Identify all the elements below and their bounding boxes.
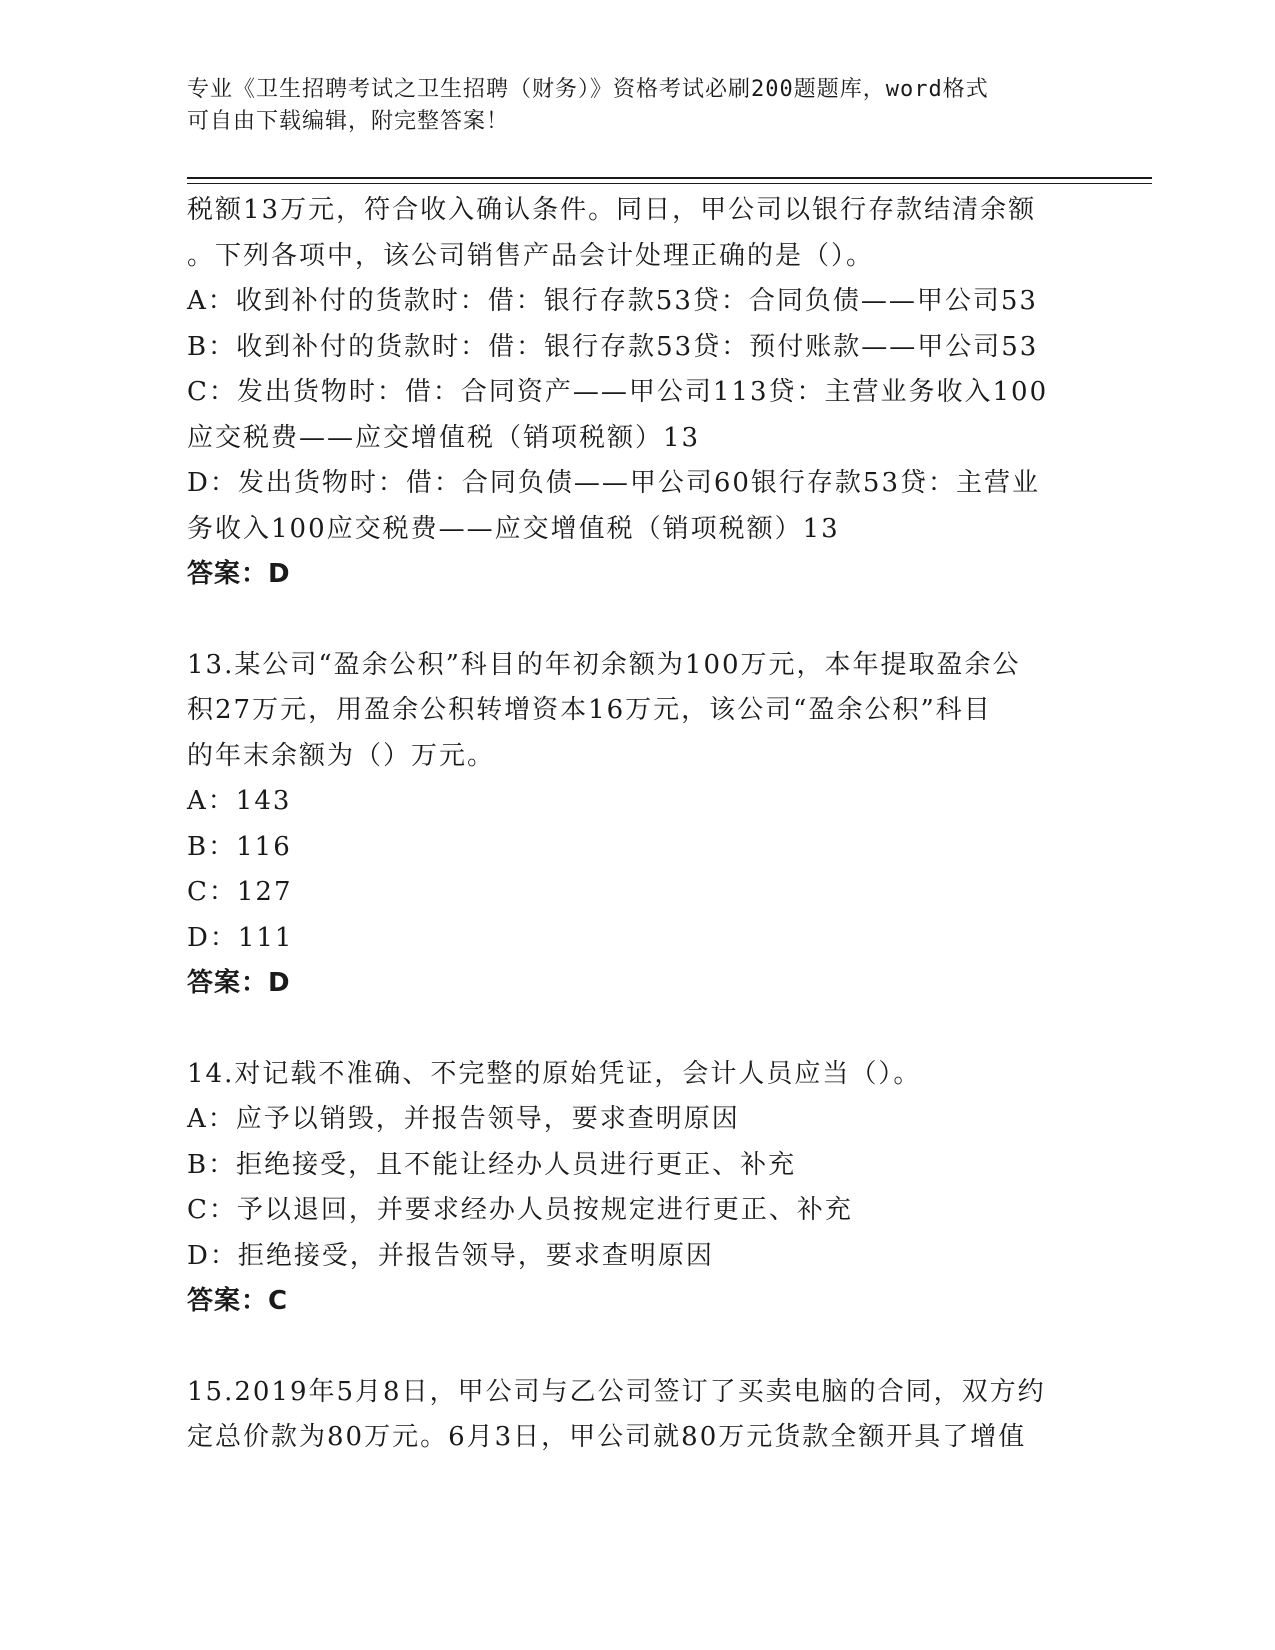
option-b: B：收到补付的货款时：借：银行存款53贷：预付账款——甲公司53 [187, 331, 1039, 362]
option-d: D：111 [187, 922, 294, 953]
question-text-line: 积27万元，用盈余公积转增资本16万元，该公司“盈余公积”科目 [187, 695, 992, 725]
option-c-continued: 应交税费——应交增值税（销项税额）13 [187, 422, 701, 453]
question-text-line: 15.2019年5月8日，甲公司与乙公司签订了买卖电脑的合同，双方约 [187, 1376, 1046, 1407]
question-text-line: 。下列各项中，该公司销售产品会计处理正确的是（）。 [187, 240, 875, 271]
option-c: C：予以退回，并要求经办人员按规定进行更正、补充 [187, 1195, 853, 1225]
answer-label: 答案：D [187, 968, 291, 998]
question-14 [187, 1052, 1087, 1325]
option-a: A：143 [187, 786, 292, 816]
question-text-line: 13.某公司“盈余公积”科目的年初余额为100万元，本年提取盈余公 [187, 649, 1021, 680]
header-divider-thick [187, 177, 1152, 179]
question-text-line: 14.对记载不准确、不完整的原始凭证，会计人员应当（）。 [187, 1058, 922, 1089]
question-text-line: 的年末余额为（）万元。 [187, 740, 496, 771]
document-header [187, 74, 1067, 138]
header-divider-thin [187, 183, 1152, 184]
document-body [187, 188, 1087, 1461]
question-text-line: 定总价款为80万元。6月3日，甲公司就80万元货款全额开具了增值 [187, 1422, 1027, 1452]
answer-label: 答案：D [187, 559, 291, 589]
question-text-line: 税额13万元，符合收入确认条件。同日，甲公司以银行存款结清余额 [187, 195, 1037, 225]
question-15 [187, 1370, 1087, 1461]
option-d: D：拒绝接受，并报告领导，要求查明原因 [187, 1240, 714, 1271]
option-d: D：发出货物时：借：合同负债——甲公司60银行存款53贷：主营业 [187, 468, 1041, 498]
option-a: A：收到补付的货款时：借：银行存款53贷：合同负债——甲公司53 [187, 286, 1038, 316]
header-title-line1: 专业《卫生招聘考试之卫生招聘（财务）》资格考试必刷200题题库，word格式 [187, 77, 989, 102]
option-b: B：116 [187, 831, 292, 862]
option-a: A：应予以销毁，并报告领导，要求查明原因 [187, 1104, 740, 1134]
option-b: B：拒绝接受，且不能让经办人员进行更正、补充 [187, 1149, 797, 1180]
header-title-line2: 可自由下载编辑，附完整答案！ [187, 109, 510, 134]
question-12-continued [187, 188, 1087, 598]
option-d-continued: 务收入100应交税费——应交增值税（销项税额）13 [187, 513, 840, 544]
option-c: C：发出货物时：借：合同资产——甲公司113贷：主营业务收入100 [187, 377, 1049, 407]
option-c: C：127 [187, 877, 293, 907]
answer-label: 答案：C [187, 1286, 289, 1316]
spacer [187, 1325, 1087, 1370]
spacer [187, 598, 1087, 643]
spacer [187, 1007, 1087, 1052]
question-13 [187, 643, 1087, 1007]
